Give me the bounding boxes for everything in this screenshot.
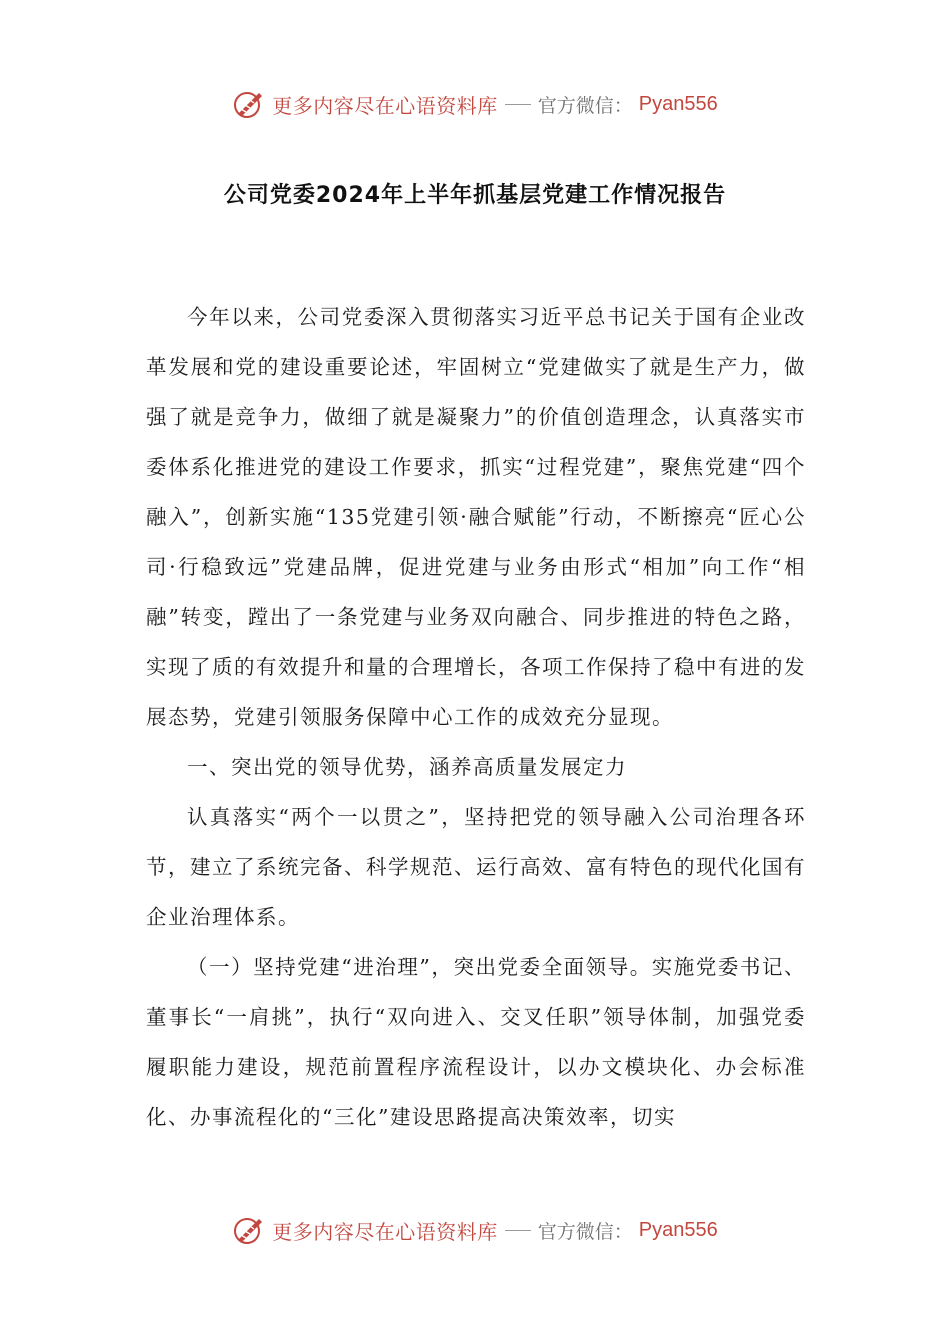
- paragraph-subsection-1: （一）坚持党建“进治理”，突出党委全面领导。实施党委书记、董事长“一肩挑”，执行“双向进入、交叉任职”领导体制，加强党委履职能力建设，规范前置程序流程设计，以办文模块化、办会标准化、办事流程化的“三化”建设思路提高决策效率，切实: [146, 955, 806, 1129]
- quill-logo-icon: [232, 87, 266, 121]
- watermark-wechat-id: Pyan556: [638, 1218, 718, 1241]
- watermark-dash: [505, 1230, 531, 1231]
- document-body: [146, 292, 806, 1142]
- watermark-dash: [505, 104, 531, 105]
- watermark-wechat-id: Pyan556: [638, 92, 718, 115]
- watermark-brand: 更多内容尽在心语资料库: [272, 93, 498, 118]
- watermark-wechat-label: 官方微信：: [537, 94, 633, 117]
- document-title: 公司党委2024年上半年抓基层党建工作情况报告: [223, 183, 727, 208]
- watermark-wechat-label: 官方微信：: [537, 1220, 633, 1243]
- watermark-banner-bottom: [0, 1210, 950, 1250]
- paragraph-section-1: 认真落实“两个一以贯之”，坚持把党的领导融入公司治理各环节，建立了系统完备、科学规范、运行高效、富有特色的现代化国有企业治理体系。: [146, 805, 806, 929]
- watermark-banner-top: [0, 84, 950, 124]
- watermark-brand: 更多内容尽在心语资料库: [272, 1219, 498, 1244]
- quill-logo-icon: [232, 1213, 266, 1247]
- section-heading-1: 一、突出党的领导优势，涵养高质量发展定力: [187, 755, 627, 779]
- paragraph-intro: 今年以来，公司党委深入贯彻落实习近平总书记关于国有企业改革发展和党的建设重要论述，牢固树立“党建做实了就是生产力，做强了就是竞争力，做细了就是凝聚力”的价值创造理念，认真落实市委体系化推进党的建设工作要求，抓实“过程党建”，聚焦党建“四个融入”，创新实施“135党建引领·融合赋能”行动，不断擦亮“匠心公司·行稳致远”党建品牌，促进党建与业务由形式“相加”向工作“相融”转变，蹚出了一条党建与业务双向融合、同步推进的特色之路，实现了质的有效提升和量的合理增长，各项工作保持了稳中有进的发展态势，党建引领服务保障中心工作的成效充分显现。: [146, 305, 806, 729]
